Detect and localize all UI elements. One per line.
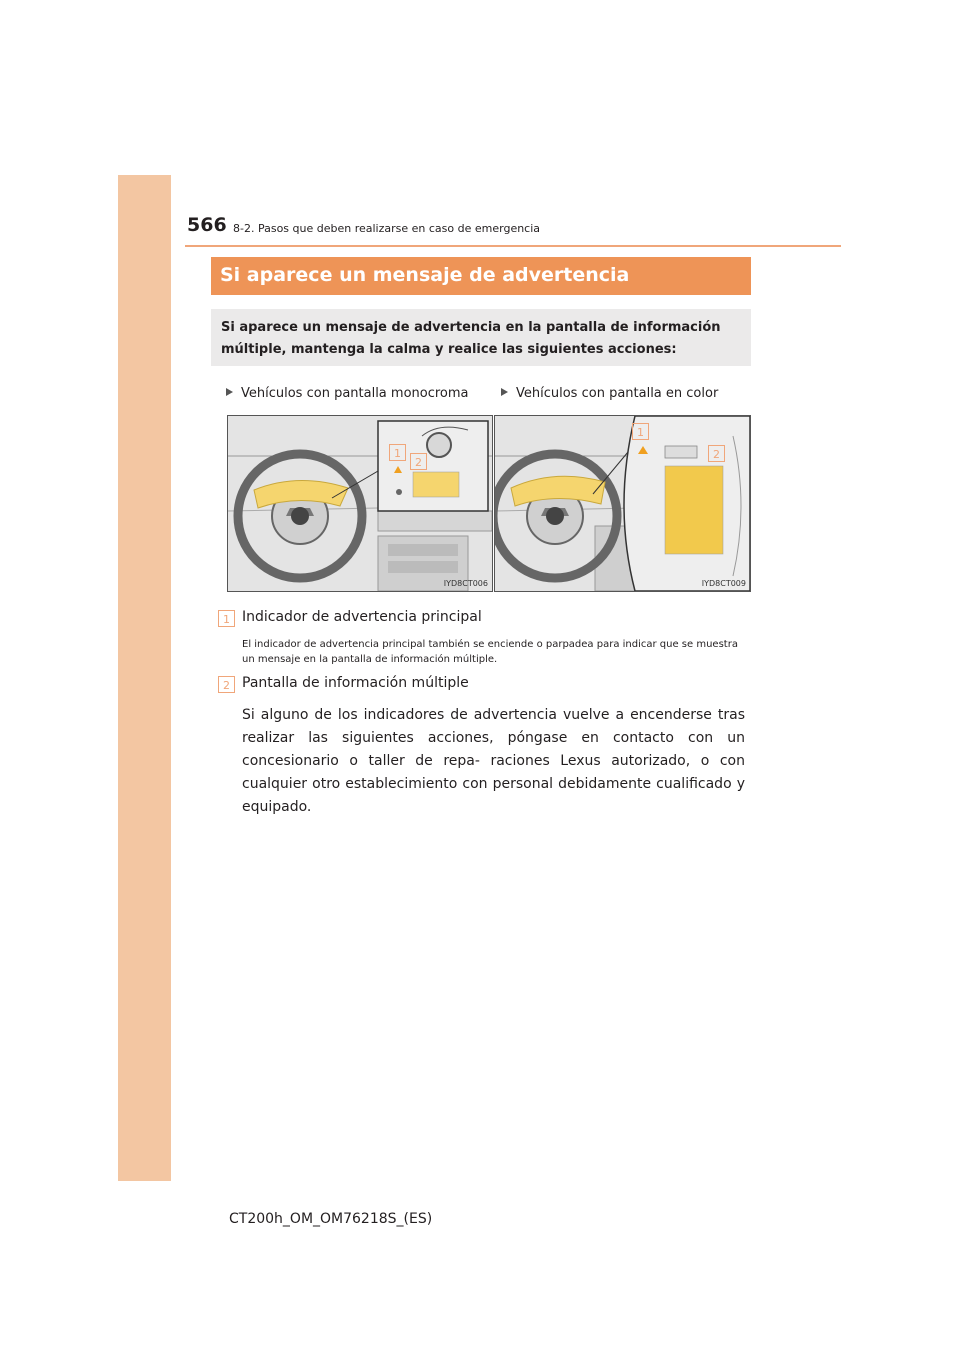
dashboard-illustration — [228, 416, 492, 591]
illustration-monochrome — [227, 415, 493, 592]
item-number-1: 1 — [218, 610, 235, 627]
callout-1-color: 1 — [632, 423, 649, 440]
item-number-2: 2 — [218, 676, 235, 693]
caption-text: Vehículos con pantalla en color — [516, 386, 719, 401]
item-title-1: Indicador de advertencia principal — [242, 609, 482, 625]
callout-1-monochrome: 1 — [389, 444, 406, 461]
side-tab — [118, 175, 171, 1181]
section-title: Si aparece un mensaje de advertencia — [211, 257, 751, 295]
intro-box: Si aparece un mensaje de advertencia en la pantalla de información múltiple, mantenga la calma y realice las siguientes acciones: — [211, 309, 751, 366]
figure-caption-color — [501, 386, 718, 401]
body-paragraph: Si alguno de los indicadores de advertencia vuelve a encenderse tras realizar las siguientes acciones, póngase en contacto con un concesionario o taller de repa- raciones Lexus autorizado, o con cualquier otro establecimiento con personal debidamente cualificado y equipado. — [242, 707, 745, 815]
arrow-bullet-icon — [226, 388, 233, 396]
figure-code: IYD8CT006 — [443, 579, 488, 588]
header-divider — [185, 245, 841, 247]
footer-code: CT200h_OM_OM76218S_(ES) — [229, 1211, 433, 1227]
arrow-bullet-icon — [501, 388, 508, 396]
dashboard-illustration — [495, 416, 750, 591]
item-note-1: El indicador de advertencia principal también se enciende o parpadea para indicar que se muestra un mensaje en la pantalla de información múltiple. — [242, 639, 738, 665]
callout-2-color: 2 — [708, 445, 725, 462]
figure-caption-monochrome — [226, 386, 469, 401]
breadcrumb: 8-2. Pasos que deben realizarse en caso de emergencia — [233, 222, 541, 235]
illustration-color — [494, 415, 751, 592]
item-title-2: Pantalla de información múltiple — [242, 675, 469, 691]
figure-code: IYD8CT009 — [701, 579, 746, 588]
caption-text: Vehículos con pantalla monocroma — [241, 386, 469, 401]
page-number: 566 — [187, 214, 227, 236]
callout-2-monochrome: 2 — [410, 453, 427, 470]
